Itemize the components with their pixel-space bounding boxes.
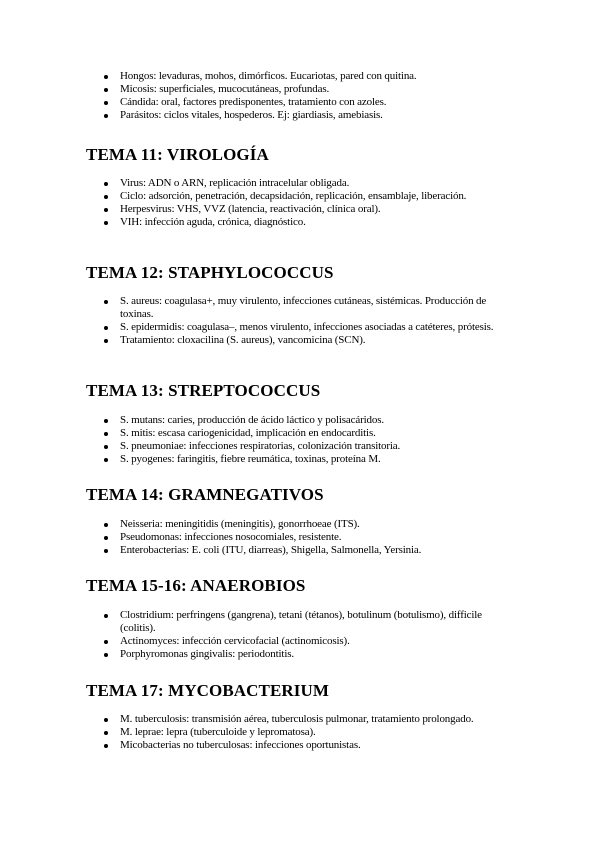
list-item: M. tuberculosis: transmisión aérea, tuberculosis pulmonar, tratamiento prolongado.	[0, 713, 599, 726]
list-item: Parásitos: ciclos vitales, hospederos. Ej: giardiasis, amebiasis.	[0, 109, 599, 122]
list-item: Clostridium: perfringens (gangrena), tetani (tétanos), botulinum (botulismo), difficile (colitis).	[0, 609, 599, 635]
section-heading-staphylococcus: TEMA 12: STAPHYLOCOCCUS	[86, 263, 334, 282]
section-heading-gramnegativos: TEMA 14: GRAMNEGATIVOS	[86, 485, 324, 504]
list-item: S. aureus: coagulasa+, muy virulento, infecciones cutáneas, sistémicas. Producción de toxinas.	[0, 295, 599, 321]
list-item: Virus: ADN o ARN, replicación intracelular obligada.	[0, 177, 599, 190]
section-list-gramnegativos	[0, 518, 599, 557]
list-item: Porphyromonas gingivalis: periodontitis.	[0, 648, 599, 661]
section-list-virologia	[0, 177, 599, 229]
list-item: Actinomyces: infección cervicofacial (actinomicosis).	[0, 635, 599, 648]
section-list-streptococcus	[0, 414, 599, 466]
list-item: M. leprae: lepra (tuberculoide y lepromatosa).	[0, 726, 599, 739]
list-item: Pseudomonas: infecciones nosocomiales, resistente.	[0, 531, 599, 544]
list-item: S. mitis: escasa cariogenicidad, implicación en endocarditis.	[0, 427, 599, 440]
list-item: Tratamiento: cloxacilina (S. aureus), vancomicina (SCN).	[0, 334, 599, 347]
section-heading-mycobacterium: TEMA 17: MYCOBACTERIUM	[86, 681, 330, 700]
list-item: S. pyogenes: faringitis, fiebre reumática, toxinas, proteína M.	[0, 453, 599, 466]
list-item: S. mutans: caries, producción de ácido láctico y polisacáridos.	[0, 414, 599, 427]
list-item: S. epidermidis: coagulasa–, menos virulento, infecciones asociadas a catéteres, prótesis.	[0, 321, 599, 334]
list-item: Micosis: superficiales, mucocutáneas, profundas.	[0, 83, 599, 96]
list-item: Neisseria: meningitidis (meningitis), gonorrhoeae (ITS).	[0, 518, 599, 531]
section-heading-anaerobios: TEMA 15-16: ANAEROBIOS	[86, 576, 306, 595]
section-list-mycobacterium	[0, 713, 599, 752]
section-list-anaerobios	[0, 609, 599, 661]
section-list-staphylococcus	[0, 295, 599, 347]
section-heading-streptococcus: TEMA 13: STREPTOCOCCUS	[86, 381, 321, 400]
list-item: Herpesvirus: VHS, VVZ (latencia, reactivación, clínica oral).	[0, 203, 599, 216]
list-item: S. pneumoniae: infecciones respiratorias, colonización transitoria.	[0, 440, 599, 453]
list-item: Cándida: oral, factores predisponentes, tratamiento con azoles.	[0, 96, 599, 109]
intro-list	[0, 70, 599, 122]
list-item: Micobacterias no tuberculosas: infecciones oportunistas.	[0, 739, 599, 752]
list-item: VIH: infección aguda, crónica, diagnóstico.	[0, 216, 599, 229]
list-item: Enterobacterias: E. coli (ITU, diarreas), Shigella, Salmonella, Yersinia.	[0, 544, 599, 557]
list-item: Ciclo: adsorción, penetración, decapsidación, replicación, ensamblaje, liberación.	[0, 190, 599, 203]
list-item: Hongos: levaduras, mohos, dimórficos. Eucariotas, pared con quitina.	[0, 70, 599, 83]
section-heading-virologia: TEMA 11: VIROLOGÍA	[86, 145, 269, 164]
